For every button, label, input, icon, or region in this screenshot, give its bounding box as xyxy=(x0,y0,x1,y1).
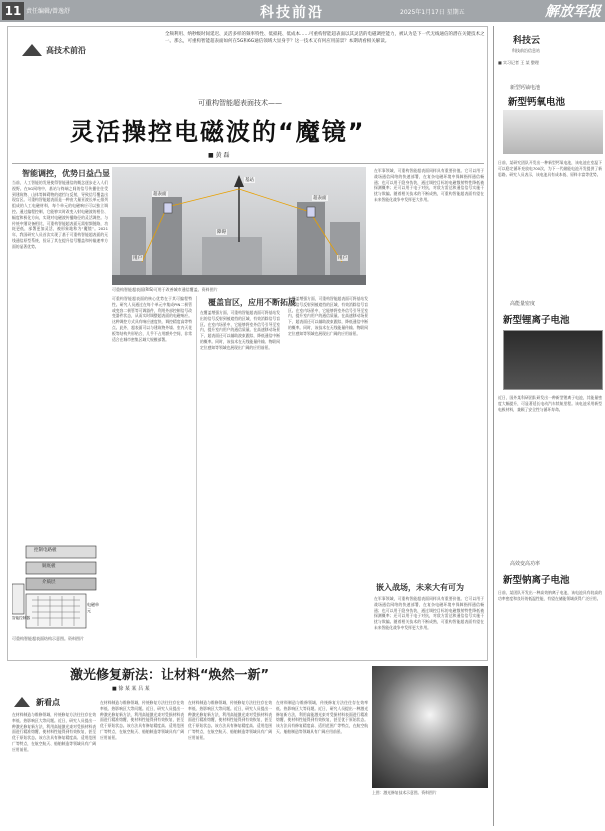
bottom-text-4: 在材料制造与维修领域，传统修复方法往往存在效率低、热影响区大等问题。近日，研究人员提出一种激光修复新方法，利用高能激光束对受损材料表面进行精准熔覆，使材料性能得到有效恢复，甚至优于原始状态。该方法具有修复精度高、适用范围广等特点，在航空航天、船舶制造等领域具有广阔应用前景。 xyxy=(276,700,368,734)
battery-photo-1 xyxy=(503,110,603,154)
battery-photo-2 xyxy=(503,330,603,390)
laser-photo-caption: 上图：激光修复技术示意图。资料图片 xyxy=(372,790,437,795)
city-network-photo xyxy=(112,167,366,285)
editor-credit: 责任编辑/曾逸舒 xyxy=(26,8,71,15)
lead-paragraph: 全频利用、纳秒级时间延迟、灵活多样的频率特性、低损耗、低成本……可重构智能超表面以其灵活的电磁调控能力，被认为是下一代无线通信的潜在关键技术之一。那么，可重构智能超表面如何在5G和6G通信领域大显身手？这一技术又有何应用前景？本期请看相关解读。 xyxy=(165,32,485,44)
body-column-4: 在军事领域，可重构智能超表面同样具有重要价值。它可以用于战场通信网络的快速部署，在复杂电磁环境中保障指挥通信畅通；也可以用于隐身伪装，通过调控目标的电磁散射特性降低被探测概率；还可以用于电子对抗，对敌方雷达和通信信号实施干扰与欺骗。随着相关技术的不断成熟，可重构智能超表面有望在未来智能化战争中发挥更大作用。 xyxy=(374,168,484,202)
issue-date: 2025年1月17日 星期五 xyxy=(400,9,465,16)
article-byline: ■ 黄 磊 xyxy=(208,152,230,159)
photo-label: 基站 xyxy=(245,178,254,183)
bottom-kicker: 新看点 xyxy=(36,698,60,707)
diagram-label: 电磁单元 xyxy=(87,602,99,613)
body-column-2: 可重构智能超表面的核心优势在于其可编程特性。研究人员通过在每个单元中集成PIN二极管或变容二极管等可调器件，利用外部控制信号改变器件状态，从而实时调整超表面的电磁响应。这种调控方式具有响应速度快、调控精度高等特点。此外，超表面可以与建筑物外墙、室内天花板等结构共形贴合，几乎不占用额外空间，非常适合在城市密集区域大规模部署。 xyxy=(112,296,192,342)
photo-label: 超表面 xyxy=(313,196,327,201)
column-tag: 高技术前沿 xyxy=(46,46,86,55)
structure-diagram xyxy=(12,544,100,630)
diagram-label: 铜底板 xyxy=(42,564,56,569)
diagram-caption: 可重构智能超表面结构示意图。资料图片 xyxy=(12,636,84,641)
sidebar-text-3: 日前，某团队开发出一种高效钠离子电池，该电池具有较高的功率密度和良好的低温性能，有望在储能领域获得广泛应用。 xyxy=(498,590,602,601)
photo-label: 用户 xyxy=(338,256,347,261)
body-column-1: 当前，人工智能的发展使得智能通信的概念逐步走入人们视野。在5G网络中，基站与终端之间的信号传播往往受到建筑物、山体等障碍物的遮挡与反射，导致信号覆盖出现盲区。可重构智能超表面是一种由大量亚波长单元排列组成的人工电磁材料，每个单元的电磁响应可以独立调控。通过编程控制，它能够实时改变入射电磁波的相位、幅度和极化方向，实现对电磁波传播路径的灵活调控。与传统中继设备相比，可重构智能超表面无需射频链路，功耗更低，部署更加灵活，被形象地称为“魔镜”。2021年，我国研究人员首次实现了基于可重构智能超表面的无线通信原型系统，验证了其在提升信号覆盖和传输速率方面的显著优势。 xyxy=(12,180,108,249)
section-title: 科技前沿 xyxy=(260,5,324,21)
photo-caption: 可重构智能超表面(RIS)可用于改善城市通信覆盖。资料图片 xyxy=(112,287,218,292)
sidebar-title-2: 新型锂离子电池 xyxy=(503,315,570,326)
sidebar-text-2: 近日，国外某科研团队研发出一种新型锂离子电池，其能量密度大幅提升，可显著延长电动汽车续航里程。该电池采用新型电极材料，兼顾了安全性与循环寿命。 xyxy=(498,395,602,412)
bottom-text-1: 在材料制造与维修领域，传统修复方法往往存在效率低、热影响区大等问题。近日，研究人员提出一种激光修复新方法，利用高能激光束对受损材料表面进行精准熔覆，使材料性能得到有效恢复，甚至优于原始状态。该方法具有修复精度高、适用范围广等特点，在航空航天、船舶制造等领域具有广阔应用前景。 xyxy=(12,712,96,752)
bottom-text-3: 在材料制造与维修领域，传统修复方法往往存在效率低、热影响区大等问题。近日，研究人员提出一种激光修复新方法，利用高能激光束对受损材料表面进行精准熔覆，使材料性能得到有效恢复，甚至优于原始状态。该方法具有修复精度高、适用范围广等特点，在航空航天、船舶制造等领域具有广阔应用前景。 xyxy=(188,700,272,740)
sidebar-title-1: 新型钙氧电池 xyxy=(508,97,566,108)
sidebar-text-1: 日前，某研究团队开发出一种新型钙氧电池，该电池在室温下可以稳定循环充放电700次，为下一代储能电池开发提供了新思路。研究人员表示，该电池具有成本低、原料丰富等优势。 xyxy=(498,160,602,177)
section-heading-1: 智能调控，优势日益凸显 xyxy=(22,169,110,178)
article-headline: 灵活操控电磁波的“魔镜” xyxy=(70,118,366,146)
sidebar-header: 科技云 xyxy=(513,36,541,46)
section-heading-2: 覆盖盲区，应用不断拓展 xyxy=(208,298,296,307)
page-header-bar xyxy=(0,0,605,22)
diagram-label: 控制电路板 xyxy=(34,548,57,553)
sidebar-divider xyxy=(493,26,494,826)
sidebar-kicker-3: 高效变高功率 xyxy=(510,561,541,567)
section-heading-3: 嵌入战场，未来大有可为 xyxy=(376,583,464,592)
diagram-label: 介质层 xyxy=(42,580,56,585)
photo-label: 障碍 xyxy=(217,230,226,235)
sidebar-kicker-1: 新型钙铀电池 xyxy=(510,85,541,91)
body-column-3: 在覆盖增强方面，可重构智能超表面可将基站发出的信号反射到被遮挡的区域，有效消除信号盲区。在室内场景中，它能够将室外信号引导至室内，提升室内用户的通信质量。在高速移动场景下，超表面还可以辅助波束跟踪，降低通信中断的概率。同时，该技术在无线能量传输、物联网定位感知等领域也展现出广阔的应用前景。 xyxy=(200,310,280,350)
diagram-label: 智能控制器 xyxy=(12,616,30,620)
city-illustration xyxy=(112,167,366,285)
body-column-5: 在军事领域，可重构智能超表面同样具有重要价值。它可以用于战场通信网络的快速部署，在复杂电磁环境中保障指挥通信畅通；也可以用于隐身伪装，通过调控目标的电磁散射特性降低被探测概率；还可以用于电子对抗，对敌方雷达和通信信号实施干扰与欺骗。随着相关技术的不断成熟，可重构智能超表面有望在未来智能化战争中发挥更大作用。 xyxy=(374,596,484,630)
sidebar-kicker-2: 高能量密度 xyxy=(510,301,536,307)
masthead: 解放军报 xyxy=(545,4,601,20)
triangle-icon xyxy=(22,44,42,56)
sidebar-credit: ■ 实习记者 王 某 整理 xyxy=(498,60,539,65)
bottom-byline: ■ 徐 某 某 吕 某 xyxy=(112,686,150,692)
laser-photo xyxy=(372,666,488,788)
bottom-text-2: 在材料制造与维修领域，传统修复方法往往存在效率低、热影响区大等问题。近日，研究人员提出一种激光修复新方法，利用高能激光束对受损材料表面进行精准熔覆，使材料性能得到有效恢复，甚至优于原始状态。该方法具有修复精度高、适用范围广等特点，在航空航天、船舶制造等领域具有广阔应用前景。 xyxy=(100,700,184,740)
sidebar-title-3: 新型钠离子电池 xyxy=(503,575,570,586)
triangle-icon xyxy=(14,697,30,707)
body-column-3b: 在覆盖增强方面，可重构智能超表面可将基站发出的信号反射到被遮挡的区域，有效消除信号盲区。在室内场景中，它能够将室外信号引导至室内，提升室内用户的通信质量。在高速移动场景下，超表面还可以辅助波束跟踪，降低通信中断的概率。同时，该技术在无线能量传输、物联网定位感知等领域也展现出广阔的应用前景。 xyxy=(288,296,368,336)
photo-label: 用户 xyxy=(133,256,142,261)
divider xyxy=(12,163,484,164)
article-subhead: 可重构智能超表面技术—— xyxy=(198,99,282,107)
photo-label: 超表面 xyxy=(153,192,167,197)
bottom-headline: 激光修复新法：让材料“焕然一新” xyxy=(70,668,270,683)
column-divider xyxy=(196,296,197,658)
page-number: 11 xyxy=(2,2,24,20)
sidebar-subheader: 科技前沿信息站 xyxy=(512,48,540,53)
